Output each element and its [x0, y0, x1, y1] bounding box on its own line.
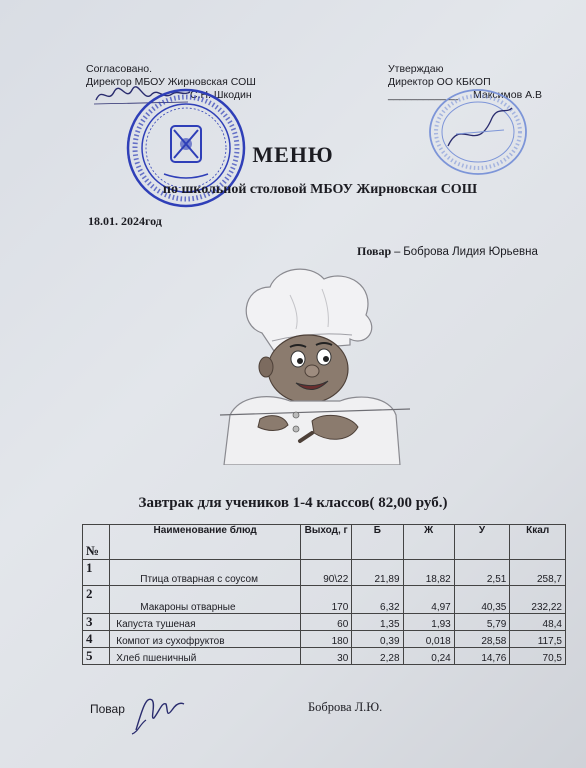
row-kcal: 258,7 — [510, 560, 566, 586]
row-num: 2 — [83, 586, 110, 614]
col-protein: Б — [352, 525, 403, 560]
row-dish: Макароны отварные — [110, 586, 301, 614]
page-title: МЕНЮ — [252, 142, 334, 167]
row-carbs: 28,58 — [454, 631, 510, 648]
row-yield: 90\22 — [301, 560, 352, 586]
col-name: Наименование блюд — [110, 525, 301, 560]
row-kcal: 70,5 — [510, 648, 566, 665]
col-carbs: У — [454, 525, 510, 560]
approve-signature-line: ____________ — [388, 89, 459, 101]
col-yield: Выход, г — [301, 525, 352, 560]
approve-director-name: Максимов А.В — [473, 89, 543, 101]
row-protein: 6,32 — [352, 586, 403, 614]
chef-illustration — [200, 265, 420, 465]
row-fat: 18,82 — [403, 560, 454, 586]
row-carbs: 2,51 — [454, 560, 510, 586]
row-carbs: 40,35 — [454, 586, 510, 614]
row-protein: 2,28 — [352, 648, 403, 665]
row-yield: 180 — [301, 631, 352, 648]
row-dish: Хлеб пшеничный — [110, 648, 301, 665]
row-kcal: 48,4 — [510, 614, 566, 631]
row-yield: 30 — [301, 648, 352, 665]
cook-label: Повар – — [357, 244, 401, 258]
row-yield: 60 — [301, 614, 352, 631]
row-fat: 1,93 — [403, 614, 454, 631]
approve-director: Директор ОО КБКОП — [388, 76, 491, 88]
row-num: 1 — [83, 560, 110, 586]
col-kcal: Ккал — [510, 525, 566, 560]
cook-line — [357, 244, 538, 259]
row-kcal: 232,22 — [510, 586, 566, 614]
row-fat: 0,018 — [403, 631, 454, 648]
row-num: 4 — [83, 631, 110, 648]
cook-name: Боброва Лидия Юрьевна — [403, 246, 538, 258]
row-yield: 170 — [301, 586, 352, 614]
footer-cook-name: Боброва Л.Ю. — [308, 700, 383, 714]
row-kcal: 117,5 — [510, 631, 566, 648]
table-row — [83, 614, 566, 631]
approval-label: Согласовано. — [86, 63, 153, 75]
row-carbs: 14,76 — [454, 648, 510, 665]
table-row — [83, 560, 566, 586]
row-protein: 0,39 — [352, 631, 403, 648]
row-protein: 1,35 — [352, 614, 403, 631]
row-carbs: 5,79 — [454, 614, 510, 631]
row-fat: 4,97 — [403, 586, 454, 614]
approval-director: Директор МБОУ Жирновская СОШ — [86, 76, 256, 88]
section-title: Завтрак для учеников 1-4 классов( 82,00 руб.) — [138, 495, 448, 511]
page-subtitle: по школьной столовой МБОУ Жирновская СОШ — [162, 182, 478, 197]
approve-label: Утверждаю — [388, 63, 444, 75]
table-row — [83, 586, 566, 614]
table-header-row — [83, 525, 566, 560]
row-dish: Птица отварная с соусом — [110, 560, 301, 586]
row-dish: Компот из сухофруктов — [110, 631, 301, 648]
row-dish: Капуста тушеная — [110, 614, 301, 631]
table-row — [83, 631, 566, 648]
cook-signature — [128, 690, 188, 738]
row-num: 5 — [83, 648, 110, 665]
table-row — [83, 648, 566, 665]
menu-table — [82, 524, 566, 665]
row-num: 3 — [83, 614, 110, 631]
footer-cook-label: Повар — [90, 702, 125, 716]
col-num: № — [83, 525, 110, 560]
row-fat: 0,24 — [403, 648, 454, 665]
row-protein: 21,89 — [352, 560, 403, 586]
approval-director-name: С.Н. Шкодин — [190, 89, 252, 101]
menu-date: 18.01. 2024год — [88, 214, 162, 228]
col-fat: Ж — [403, 525, 454, 560]
